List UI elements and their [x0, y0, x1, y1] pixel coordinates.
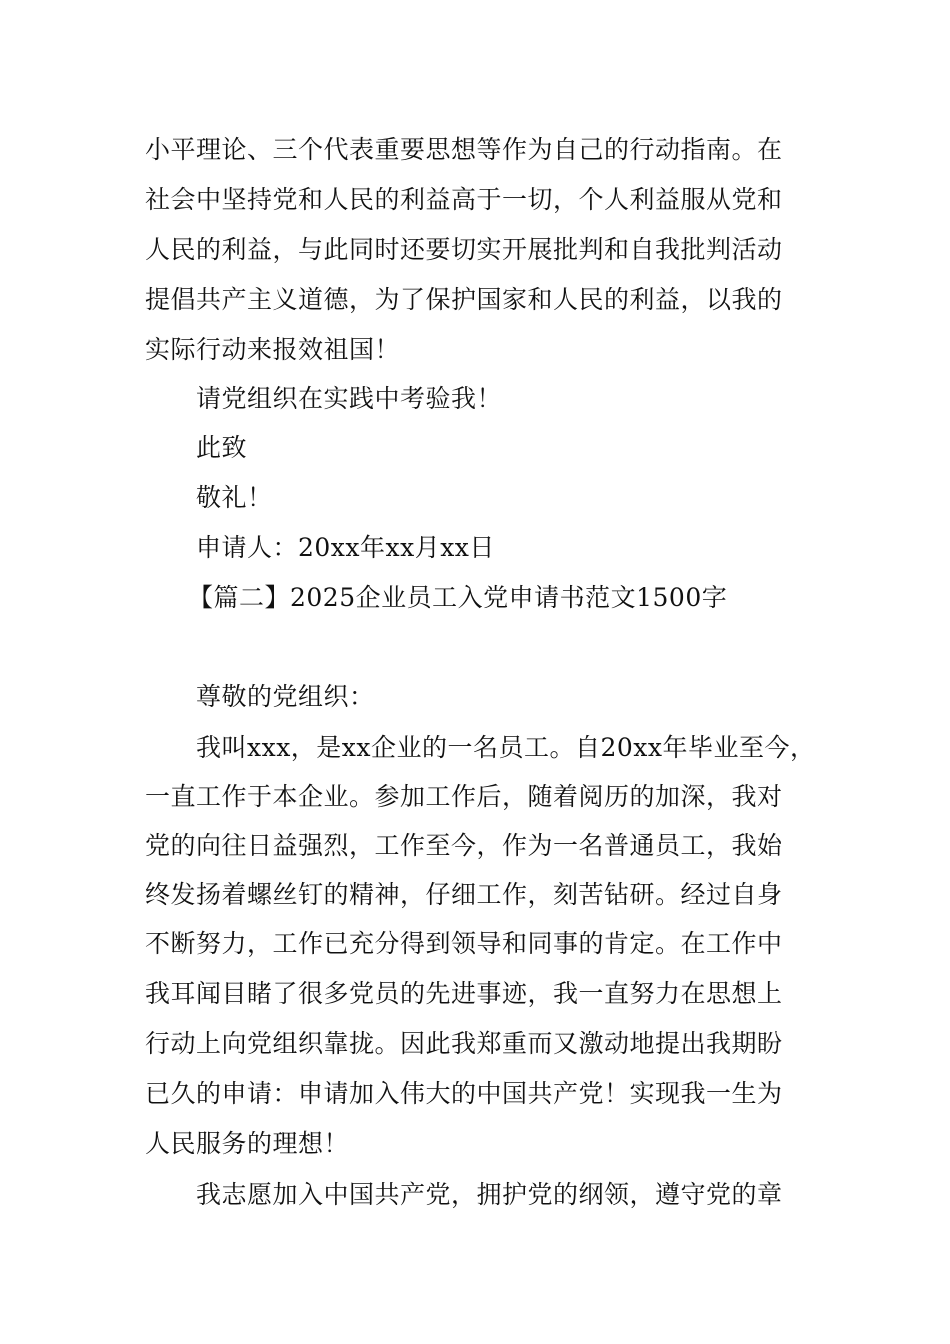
paragraph-first-line: 我志愿加入中国共产党，拥护党的纲领，遵守党的章 — [196, 1180, 783, 1209]
text-line: 我耳闻目睹了很多党员的先进事迹，我一直努力在思想上 — [145, 979, 783, 1008]
text-line: 不断努力，工作已充分得到领导和同事的肯定。在工作中 — [145, 929, 783, 958]
text-line: 人民服务的理想！ — [145, 1129, 350, 1158]
text-line: 实际行动来报效祖国！ — [145, 335, 401, 364]
closing-request: 请党组织在实践中考验我！ — [196, 384, 503, 413]
text-line: 人民的利益，与此同时还要切实开展批判和自我批判活动 — [145, 235, 783, 264]
text-line: 终发扬着螺丝钉的精神，仔细工作，刻苦钻研。经过自身 — [145, 880, 783, 909]
salutation-jingli: 敬礼！ — [196, 483, 273, 512]
text-line: 党的向往日益强烈，工作至今，作为一名普通员工，我始 — [145, 831, 783, 860]
section-heading: 【篇二】2025企业员工入党申请书范文1500字 — [188, 583, 728, 612]
text-line: 行动上向党组织靠拢。因此我郑重而又激动地提出我期盼 — [145, 1029, 783, 1058]
text-line: 社会中坚持党和人民的利益高于一切，个人利益服从党和 — [145, 185, 783, 214]
paragraph-first-line: 我叫xxx，是xx企业的一名员工。自20xx年毕业至今， — [196, 733, 816, 762]
greeting: 尊敬的党组织： — [196, 682, 375, 711]
text-line: 提倡共产主义道德，为了保护国家和人民的利益，以我的 — [145, 285, 783, 314]
text-line: 小平理论、三个代表重要思想等作为自己的行动指南。在 — [145, 135, 783, 164]
applicant-date: 申请人：20xx年xx月xx日 — [196, 533, 495, 562]
salutation-cizhi: 此致 — [196, 433, 248, 462]
text-line: 已久的申请：申请加入伟大的中国共产党！实现我一生为 — [145, 1079, 783, 1108]
text-line: 一直工作于本企业。参加工作后，随着阅历的加深，我对 — [145, 782, 783, 811]
